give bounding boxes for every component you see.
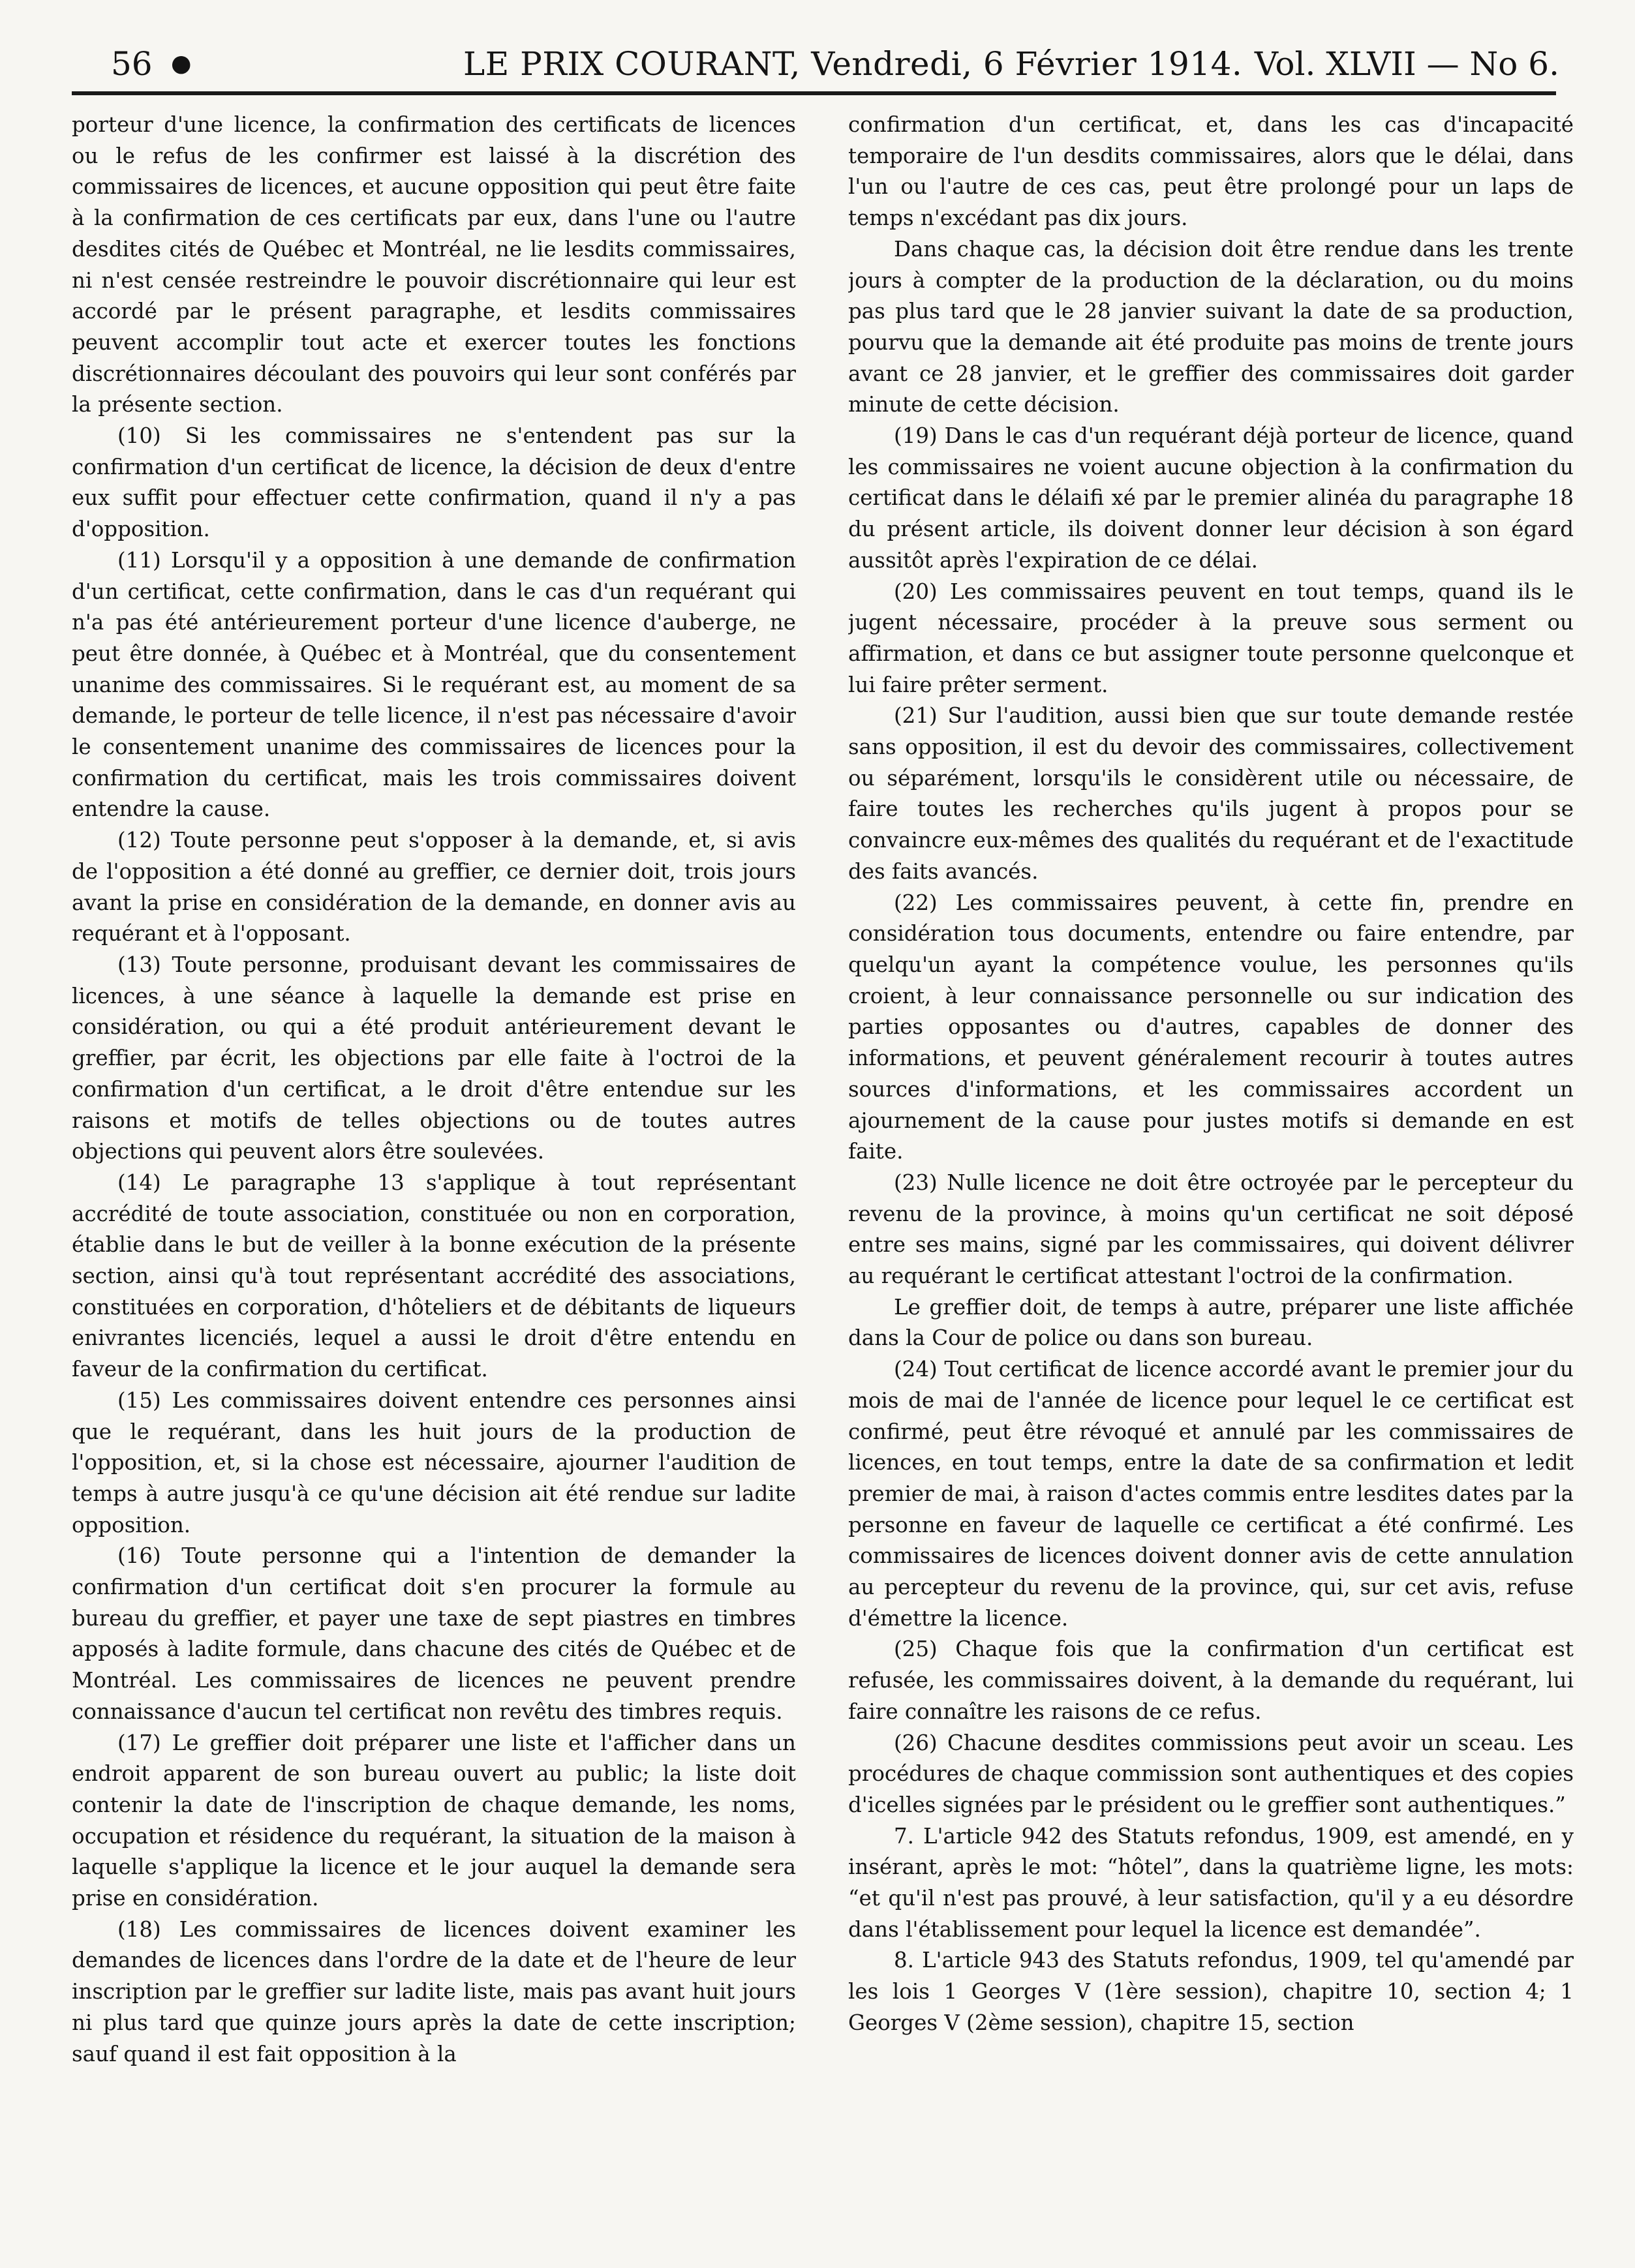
header-bullet: ●: [171, 50, 192, 77]
paragraph: (11) Lorsqu'il y a opposition à une demande de confirmation d'un certificat, cette confirmation, dans le cas d'un requérant qui n'a pas été antérieurement porteur d'une licence d'auberge, ne peut être donnée, à Québec et à Montréal, que du consentement unanime des commissaires. Si le requérant est, au moment de sa demande, le porteur de telle licence, il n'est pas nécessaire d'avoir le consentement unanime des commissaires de licences pour la confirmation du certificat, mais les trois commissaires doivent entendre la cause.: [72, 547, 796, 822]
paragraph: (25) Chaque fois que la confirmation d'un certificat est refusée, les commissaires doivent, à la demande du requérant, lui faire connaître les raisons de ce refus.: [848, 1637, 1574, 1724]
paragraph: Le greffier doit, de temps à autre, préparer une liste affichée dans la Cour de police ou dans son bureau.: [848, 1294, 1574, 1351]
paragraph: (22) Les commissaires peuvent, à cette fin, prendre en considération tous documents, entendre ou faire entendre, par quelqu'un ayant la compétence voulue, les personnes qu'ils croient, à leur connaissance personnelle ou sur indication des parties opposantes ou d'autres, capables de donner des informations, et peuvent généralement recourir à toutes autres sources d'informations, et les commissaires accordent un ajournement de la cause pour justes motifs si demande en est faite.: [848, 890, 1574, 1164]
paragraph: (26) Chacune desdites commissions peut avoir un sceau. Les procédures de chaque commission sont authentiques et des copies d'icelles signées par le président ou le greffier sont authentiques.”: [848, 1730, 1574, 1817]
header-rule: [72, 91, 1556, 95]
paragraph: (24) Tout certificat de licence accordé avant le premier jour du mois de mai de l'année de licence pour lequel le ce certificat est confirmé, peut être révoqué et annulé par les commissaires de licences, en tout temps, entre la date de sa confirmation et ledit premier de mai, à raison d'actes commis entre lesdites dates par la personne en faveur de laquelle ce certificat a été confirmé. Les commissaires de licences doivent donner avis de cette annulation au percepteur du revenu de la province, qui, sur cet avis, refuse d'émettre la licence.: [848, 1357, 1574, 1631]
publication-title: LE PRIX COURANT, Vendredi, 6 Février 1914.: [463, 45, 1243, 83]
right-column: [848, 110, 1574, 2256]
paragraph: (21) Sur l'audition, aussi bien que sur toute demande restée sans opposition, il est du devoir des commissaires, collectivement ou séparément, lorsqu'ils le considèrent utile ou nécessaire, de faire toutes les recherches qu'ils jugent à propos pour se convaincre eux-mêmes des qualités du requérant et de l'exactitude des faits avancés.: [848, 703, 1574, 884]
page-number: 56: [111, 45, 153, 83]
paragraph: (10) Si les commissaires ne s'entendent pas sur la confirmation d'un certificat de licence, la décision de deux d'entre eux suffit pour effectuer cette confirmation, quand il n'y a pas d'opposition.: [72, 423, 796, 542]
paragraph: porteur d'une licence, la confirmation des certificats de licences ou le refus de les confirmer est laissé à la discrétion des commissaires de licences, et aucune opposition qui peut être faite à la confirmation de ces certificats par eux, dans l'une ou l'autre desdites cités de Québec et Montréal, ne lie lesdits commissaires, ni n'est censée restreindre le pouvoir discrétionnaire qui leur est accordé par le présent paragraphe, et lesdits commissaires peuvent accomplir tout acte et exercer toutes les fonctions discrétionnaires découlant des pouvoirs qui leur sont conférés par la présente section.: [72, 112, 796, 417]
paragraph: (13) Toute personne, produisant devant les commissaires de licences, à une séance à laquelle la demande est prise en considération, ou qui a été produit antérieurement devant le greffier, par écrit, les objections par elle faite à l'octroi de la confirmation d'un certificat, a le droit d'être entendue sur les raisons et motifs de telles objections ou de toutes autres objections qui peuvent alors être soulevées.: [72, 952, 796, 1164]
paragraph: (15) Les commissaires doivent entendre ces personnes ainsi que le requérant, dans les huit jours de la production de l'opposition, et, si la chose est nécessaire, ajourner l'audition de temps à autre jusqu'à ce qu'une décision ait été rendue sur ladite opposition.: [72, 1387, 796, 1537]
paragraph: (16) Toute personne qui a l'intention de demander la confirmation d'un certificat doit s'en procurer la formule au bureau du greffier, et payer une taxe de sept piastres en timbres apposés à ladite formule, dans chacune des cités de Québec et de Montréal. Les commissaires de licences ne peuvent prendre connaissance d'aucun tel certificat non revêtu des timbres requis.: [72, 1543, 796, 1724]
paragraph: (19) Dans le cas d'un requérant déjà porteur de licence, quand les commissaires ne voient aucune objection à la confirmation du certificat dans le délaifi xé par le premier alinéa du paragraphe 18 du présent article, ils doivent donner leur décision à son égard aussitôt après l'expiration de ce délai.: [848, 423, 1574, 573]
paragraph: (14) Le paragraphe 13 s'applique à tout représentant accrédité de toute association, constituée ou non en corporation, établie dans le but de veiller à la bonne exécution de la présente section, ainsi qu'à tout représentant accrédité des associations, constituées en corporation, d'hôteliers et de débitants de liqueurs enivrantes licenciés, lequel a aussi le droit d'être entendu en faveur de la confirmation du certificat.: [72, 1170, 796, 1382]
left-column: [72, 110, 796, 2256]
paragraph: (23) Nulle licence ne doit être octroyée par le percepteur du revenu de la province, à moins qu'un certificat ne soit déposé entre ses mains, signé par les commissaires, qui doivent délivrer au requérant le certificat attestant l'octroi de la confirmation.: [848, 1170, 1574, 1289]
paragraph: 7. L'article 942 des Statuts refondus, 1909, est amendé, en y insérant, après le mot: “hôtel”, dans la quatrième ligne, les mots: “et qu'il n'est pas prouvé, à leur satisfaction, qu'il y a eu désordre dans l'établissement pour lequel la licence est demandée”.: [848, 1823, 1574, 1942]
paragraph: (18) Les commissaires de licences doivent examiner les demandes de licences dans l'ordre de la date et de l'heure de leur inscription par le greffier sur ladite liste, mais pas avant huit jours ni plus tard que quinze jours après la date de cette inscription; sauf quand il est fait opposition à la: [72, 1916, 796, 2066]
volume-number: Vol. XLVII — No 6.: [1254, 45, 1559, 83]
paragraph: 8. L'article 943 des Statuts refondus, 1909, tel qu'amendé par les lois 1 Georges V (1ère session), chapitre 10, section 4; 1 Georges V (2ème session), chapitre 15, section: [848, 1948, 1574, 2035]
paragraph: (12) Toute personne peut s'opposer à la demande, et, si avis de l'opposition a été donné au greffier, ce dernier doit, trois jours avant la prise en considération de la demande, en donner avis au requérant et à l'opposant.: [72, 828, 796, 946]
page-header: [98, 38, 1559, 90]
paragraph: (17) Le greffier doit préparer une liste et l'afficher dans un endroit apparent de son bureau ouvert au public; la liste doit contenir la date de l'inscription de chaque demande, les noms, occupation et résidence du requérant, la situation de la maison à laquelle s'applique la licence et le jour auquel la demande sera prise en considération.: [72, 1730, 796, 1911]
paragraph: confirmation d'un certificat, et, dans les cas d'incapacité temporaire de l'un desdits commissaires, alors que le délai, dans l'un ou l'autre de ces cas, peut être prolongé pour un laps de temps n'excédant pas dix jours.: [848, 112, 1574, 231]
paragraph: Dans chaque cas, la décision doit être rendue dans les trente jours à compter de la production de la déclaration, ou du moins pas plus tard que le 28 janvier suivant la date de sa production, pourvu que la demande ait été produite pas moins de trente jours avant ce 28 janvier, et le greffier des commissaires doit garder minute de cette décision.: [848, 236, 1574, 417]
paragraph: (20) Les commissaires peuvent en tout temps, quand ils le jugent nécessaire, procéder à la preuve sous serment ou affirmation, et dans ce but assigner toute personne quelconque et lui faire prêter serment.: [848, 579, 1574, 697]
